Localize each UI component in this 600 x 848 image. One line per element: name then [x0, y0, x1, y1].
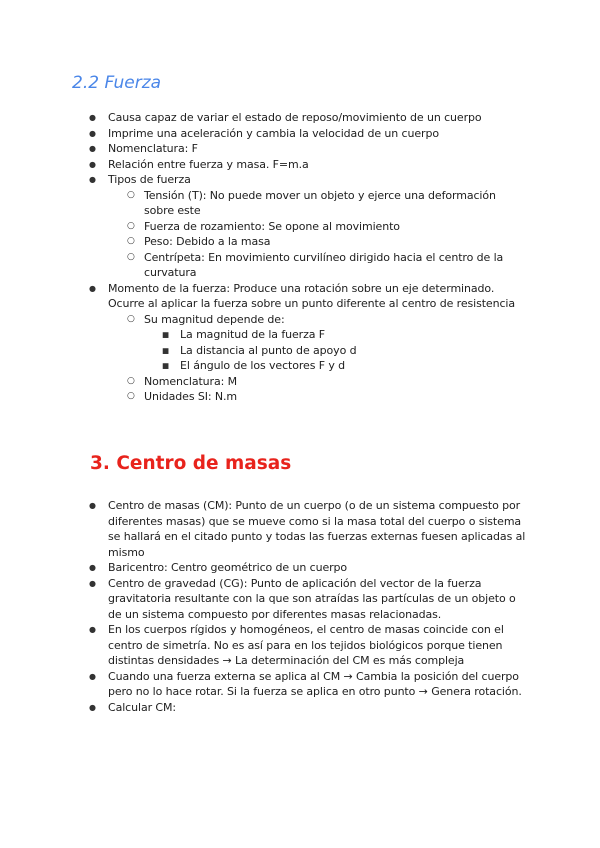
list-item-label: Tipos de fuerza: [108, 173, 191, 186]
list-item: ● Imprime una aceleración y cambia la velocidad de un cuerpo: [108, 126, 528, 142]
subsublist-item: ■ La magnitud de la fuerza F: [180, 327, 528, 343]
list-item: ● En los cuerpos rígidos y homogéneos, el centro de masas coincide con el centro de simetría. No es así para en los tejidos biológicos porque tienen distintas densidades → La determinación del CM es más compleja: [108, 622, 528, 669]
magnitud-sublist: [180, 327, 528, 374]
subsublist-item: ■ La distancia al punto de apoyo d: [180, 343, 528, 359]
sublist-item: ○ Centrípeta: En movimiento curvilíneo dirigido hacia el centro de la curvatura: [144, 250, 528, 281]
list-item: ● Centro de masas (CM): Punto de un cuerpo (o de un sistema compuesto por diferentes masas) que se mueve como si la masa total del cuerpo o sistema se hallará en el citado punto y todas las fuerzas externas fuesen aplicadas al mismo: [108, 498, 528, 560]
sublist-item-label: Su magnitud depende de:: [144, 312, 285, 326]
sublist-item: ○ Unidades SI: N.m: [144, 389, 528, 405]
list-item: ● Calcular CM:: [108, 700, 528, 716]
sublist-item-magnitud: [144, 312, 528, 374]
section-heading-fuerza: 2.2 Fuerza: [72, 73, 162, 93]
list-item: ● Cuando una fuerza externa se aplica al CM → Cambia la posición del cuerpo pero no lo hace rotar. Si la fuerza se aplica en otro punto → Genera rotación.: [108, 669, 528, 700]
sublist-item: ○ Peso: Debido a la masa: [144, 234, 528, 250]
sublist-item: ○ Tensión (T): No puede mover un objeto y ejerce una deformación sobre este: [144, 188, 528, 219]
list-item: ● Relación entre fuerza y masa. F=m.a: [108, 157, 528, 173]
list-item-momento: [108, 281, 528, 405]
list-item: ● Baricentro: Centro geométrico de un cuerpo: [108, 560, 528, 576]
momento-sublist: [144, 312, 528, 405]
list-item: ● Centro de gravedad (CG): Punto de aplicación del vector de la fuerza gravitatoria resultante con la que son atraídas las partículas de un objeto o de un sistema compuesto por diferentes masas relacionadas.: [108, 576, 528, 623]
list-item-label: Momento de la fuerza: Produce una rotación sobre un eje determinado. Ocurre al aplicar la fuerza sobre un punto diferente al centro de resistencia: [108, 281, 516, 310]
sublist-item: ○ Nomenclatura: M: [144, 374, 528, 390]
section-heading-centro-de-masas: 3. Centro de masas: [90, 453, 292, 474]
list-item: ● Causa capaz de variar el estado de reposo/movimiento de un cuerpo: [108, 110, 528, 126]
tipos-sublist: [144, 188, 528, 281]
centro-de-masas-list: [108, 498, 528, 715]
list-item-tipos: [108, 172, 528, 281]
sublist-item: ○ Fuerza de rozamiento: Se opone al movimiento: [144, 219, 528, 235]
subsublist-item: ■ El ángulo de los vectores F y d: [180, 358, 528, 374]
list-item: ● Nomenclatura: F: [108, 141, 528, 157]
fuerza-list: [108, 110, 528, 405]
